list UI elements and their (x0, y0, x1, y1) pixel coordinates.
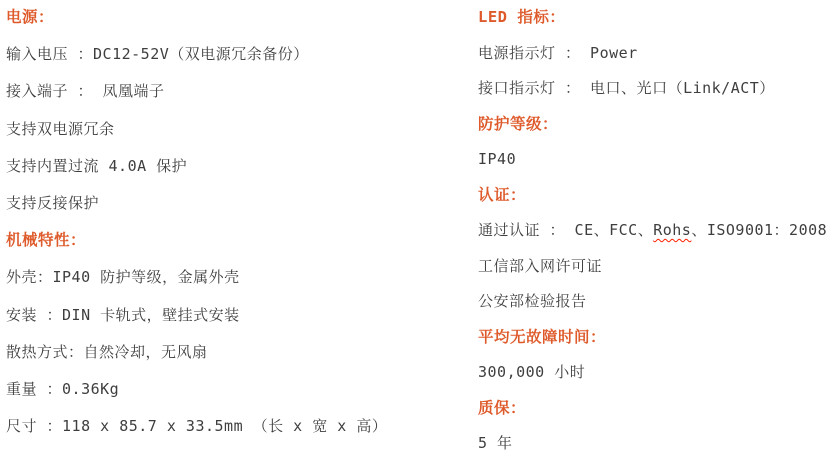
section-heading: LED 指标： (478, 8, 566, 26)
spec-line: 重量 ：0.36Kg (6, 379, 120, 398)
section-heading: 机械特性： (6, 231, 87, 250)
spec-line: 支持双电源冗余 (6, 119, 115, 138)
spec-line: 尺寸 ：118 x 85.7 x 33.5mm （长 x 宽 x 高） (6, 417, 388, 436)
spec-column-left (6, 0, 466, 455)
spec-line: IP40 (478, 150, 517, 168)
section-heading: 质保： (478, 398, 527, 417)
spec-line (478, 222, 828, 258)
spec-line: 安装 ：DIN 卡轨式，壁挂式安装 (6, 305, 240, 324)
section-heading: 认证： (478, 185, 527, 204)
section-heading: 电源： (6, 8, 55, 26)
spec-line: 支持内置过流 4.0A 保护 (6, 156, 188, 175)
spec-line: 5 年 (478, 434, 513, 452)
section-heading: 防护等级： (478, 114, 559, 133)
spec-line: 电源指示灯 ： Power (478, 43, 638, 62)
misspelled-word: Rohs (653, 221, 692, 239)
spec-line-segment: 、ISO9001：2008 (691, 221, 828, 239)
spec-line: 公安部检验报告 (478, 292, 587, 310)
spec-line: 外壳：IP40 防护等级，金属外壳 (6, 268, 240, 287)
spec-line: 300,000 小时 (478, 363, 586, 381)
spec-line: 支持反接保护 (6, 193, 100, 212)
spec-line: 接口指示灯 ： 电口、光口（Link/ACT） (478, 79, 775, 97)
spec-line-segment: 通过认证 ： CE、FCC、 (478, 221, 654, 239)
section-heading: 平均无故障时间： (478, 327, 607, 346)
spec-column-right (478, 0, 828, 459)
spec-line: 接入端子 ： 凤凰端子 (6, 82, 165, 101)
spec-line: 工信部入网许可证 (478, 256, 603, 275)
spec-line: 输入电压 ：DC12-52V（双电源冗余备份） (6, 45, 309, 64)
spec-line: 散热方式：自然冷却，无风扇 (6, 342, 208, 361)
